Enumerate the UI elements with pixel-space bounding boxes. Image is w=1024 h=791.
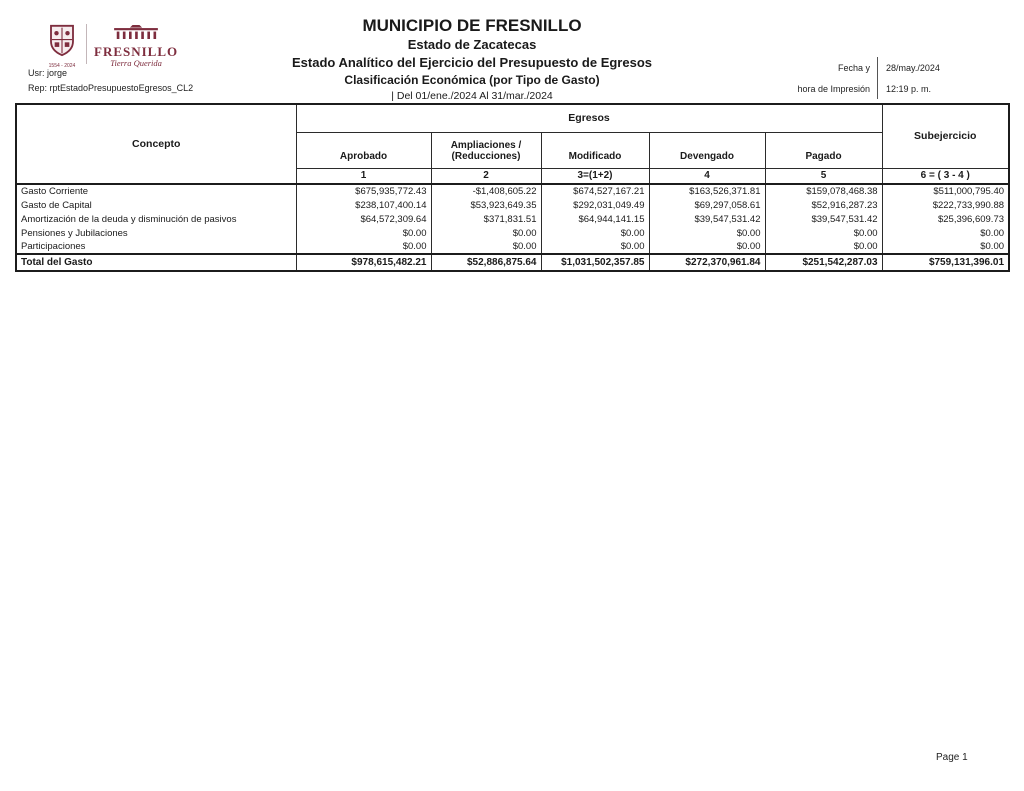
value-cell: $39,547,531.42 <box>649 212 765 226</box>
value-cell: $0.00 <box>649 240 765 254</box>
page-number: Page 1 <box>936 752 968 763</box>
print-date-value: 28/may./2024 <box>877 57 1004 78</box>
value-cell: $238,107,400.14 <box>296 198 431 212</box>
column-header-devengado: Devengado <box>649 132 765 168</box>
table-row <box>16 212 1009 226</box>
user-label: Usr: jorge <box>28 68 68 78</box>
total-value-cell: $978,615,482.21 <box>296 254 431 271</box>
value-cell: $292,031,049.49 <box>541 198 649 212</box>
concepto-cell: Participaciones <box>16 240 296 254</box>
subtitle-state: Estado de Zacatecas <box>407 37 537 52</box>
page-title: MUNICIPIO DE FRESNILLO <box>362 16 582 35</box>
value-cell: $25,396,609.73 <box>882 212 1009 226</box>
table-row <box>16 226 1009 240</box>
value-cell: $222,733,990.88 <box>882 198 1009 212</box>
value-cell: $674,527,167.21 <box>541 184 649 198</box>
concepto-cell: Pensiones y Jubilaciones <box>16 226 296 240</box>
value-cell: $0.00 <box>296 240 431 254</box>
brand-name: FRESNILLO <box>94 44 179 59</box>
value-cell: $0.00 <box>649 226 765 240</box>
subtitle-report: Estado Analítico del Ejercicio del Presupuesto de Egresos <box>291 55 652 70</box>
column-header-pagado: Pagado <box>765 132 882 168</box>
table-row <box>16 198 1009 212</box>
value-cell: $371,831.51 <box>431 212 541 226</box>
value-cell: -$1,408,605.22 <box>431 184 541 198</box>
value-cell: $0.00 <box>296 226 431 240</box>
column-number-3: 3=(1+2) <box>541 168 649 184</box>
concepto-cell: Amortización de la deuda y disminución de pasivos <box>16 212 296 226</box>
total-row <box>16 254 1009 271</box>
concepto-cell: Gasto Corriente <box>16 184 296 198</box>
concepto-cell: Gasto de Capital <box>16 198 296 212</box>
column-header-ampliaciones: Ampliaciones / (Reducciones) <box>431 132 541 168</box>
print-date-label: Fecha y <box>837 62 870 73</box>
value-cell: $0.00 <box>431 226 541 240</box>
column-header-modificado: Modificado <box>541 132 649 168</box>
value-cell: $511,000,795.40 <box>882 184 1009 198</box>
report-id-label: Rep: rptEstadoPresupuestoEgresos_CL2 <box>28 83 194 93</box>
value-cell: $0.00 <box>765 226 882 240</box>
report-period: | Del 01/ene./2024 Al 31/mar./2024 <box>391 90 553 102</box>
total-value-cell: $52,886,875.64 <box>431 254 541 271</box>
value-cell: $163,526,371.81 <box>649 184 765 198</box>
column-header-concepto: Concepto <box>16 104 296 184</box>
value-cell: $0.00 <box>882 240 1009 254</box>
total-label-cell: Total del Gasto <box>16 254 296 271</box>
column-number-4: 4 <box>649 168 765 184</box>
column-number-1: 1 <box>296 168 431 184</box>
value-cell: $0.00 <box>882 226 1009 240</box>
value-cell: $0.00 <box>765 240 882 254</box>
header-row-group <box>16 104 1009 132</box>
value-cell: $39,547,531.42 <box>765 212 882 226</box>
value-cell: $64,572,309.64 <box>296 212 431 226</box>
value-cell: $0.00 <box>431 240 541 254</box>
total-value-cell: $759,131,396.01 <box>882 254 1009 271</box>
print-info <box>744 57 1004 99</box>
column-header-aprobado: Aprobado <box>296 132 431 168</box>
print-time-value: 12:19 p. m. <box>877 78 1004 99</box>
value-cell: $0.00 <box>541 226 649 240</box>
budget-table <box>15 103 1010 272</box>
value-cell: $0.00 <box>541 240 649 254</box>
subtitle-classification: Clasificación Económica (por Tipo de Gasto) <box>344 73 600 87</box>
value-cell: $69,297,058.61 <box>649 198 765 212</box>
print-time-label: hora de Impresión <box>797 83 870 94</box>
column-number-2: 2 <box>431 168 541 184</box>
value-cell: $64,944,141.15 <box>541 212 649 226</box>
total-value-cell: $1,031,502,357.85 <box>541 254 649 271</box>
column-number-5: 5 <box>765 168 882 184</box>
total-value-cell: $251,542,287.03 <box>765 254 882 271</box>
brand-tagline: Tierra Querida <box>110 58 162 68</box>
table-row <box>16 240 1009 254</box>
value-cell: $159,078,468.38 <box>765 184 882 198</box>
column-group-egresos: Egresos <box>296 104 882 132</box>
column-number-6: 6 = ( 3 - 4 ) <box>882 168 1009 184</box>
total-value-cell: $272,370,961.84 <box>649 254 765 271</box>
column-header-subejercicio: Subejercicio <box>882 104 1009 168</box>
value-cell: $52,916,287.23 <box>765 198 882 212</box>
value-cell: $53,923,649.35 <box>431 198 541 212</box>
table-row <box>16 184 1009 198</box>
crest-caption: 1554 - 2024 <box>48 63 76 69</box>
value-cell: $675,935,772.43 <box>296 184 431 198</box>
